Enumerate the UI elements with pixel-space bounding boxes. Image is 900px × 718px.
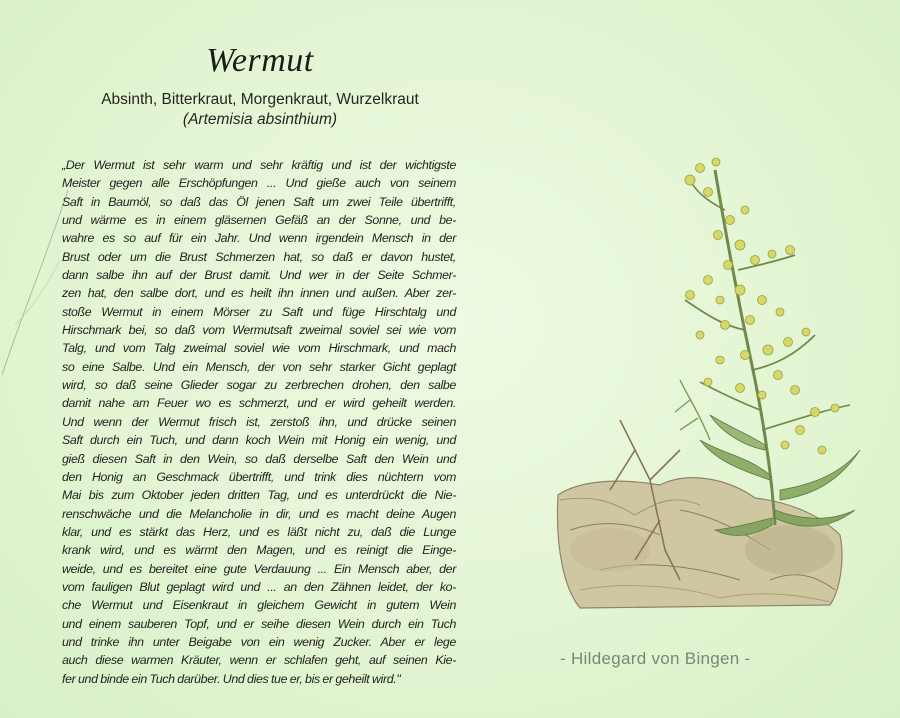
quote-line: Talg, und vom Talg zweimal soviel wie vom Hirschmark, und mach	[62, 341, 456, 356]
quote-line: und trinke ihn unter Beigabe von ein wenig Zucker. Aber er lege	[62, 634, 456, 649]
page-title: Wermut	[206, 42, 314, 79]
quote-line: Mai bis zum Oktober jeden dritten Tag, und es unterdrückt die Nie-	[62, 488, 456, 503]
quote-line: „Der Wermut ist sehr warm und sehr kräftig und ist der wichtigste	[62, 158, 456, 172]
quote-line: wird, so daß seine Glieder sogar zu zerbrechen drohen, den salbe	[62, 378, 456, 393]
quote-line: auch diese warmen Kräuter, wenn er schlafen geht, auf seinen Kie-	[62, 653, 456, 668]
quote-line: vom fauligen Blut geplagt wird und ... an den Zähnen leidet, der ko-	[62, 579, 456, 594]
quote-line: und wärme es in einem gläsernen Gefäß an der Sonne, und be-	[62, 213, 456, 228]
quote-line: renschwäche und die Melancholie in dir, und es macht deine Augen	[62, 506, 456, 521]
quote-author: - Hildegard von Bingen -	[560, 649, 751, 668]
quote-line: Hirschmark bei, so daß vom Wermutsaft zweimal soviel sei wie vom	[62, 323, 456, 338]
quote-line: klar, und es stärkt das Herz, und es läßt nicht zu, daß die Lunge	[62, 524, 456, 539]
quote-line: den Honig an Geschmack übertrifft, und trink dies nüchtern vom	[62, 469, 456, 484]
quote-line: dann salbe ihn auf der Brust damit. Und wer in der Seite Schmer-	[62, 268, 456, 283]
quote-line: Meister gegen alle Erschöpfungen ... Und gieße auch von seinem	[62, 176, 456, 191]
common-names: Absinth, Bitterkraut, Morgenkraut, Wurzelkraut	[101, 91, 419, 108]
quote-line: Brust oder um die Brust Schmerzen hat, so daß er davon hustet,	[62, 249, 456, 264]
quote-line: damit nahe am Feuer wo es schmerzt, und er wird geheilt werden.	[62, 396, 456, 411]
quote-line: weide, und es bereitet eine gute Verdauung ... Ein Mensch aber, der	[62, 561, 456, 576]
quote-line: Saft durch ein Tuch, und dann koch Wein mit Honig ein wenig, und	[62, 433, 456, 448]
quote-line: Saft in Baumöl, so daß das Öl jenen Saft um zwei Teile übertrifft,	[62, 194, 456, 209]
quote-line: gieß diesen Saft in den Wein, so daß derselbe Saft den Wein und	[62, 451, 456, 466]
quote-line: krank wird, und es wärmt den Magen, und es reinigt die Einge-	[62, 543, 456, 558]
quote-line: stoße Wermut in einem Mörser zu Saft und füge Hirschtalg und	[62, 304, 456, 319]
quote-line: so eine Salbe. Und ein Mensch, der von sehr starker Gicht geplagt	[62, 359, 456, 374]
quote-line: fer und binde ein Tuch darüber. Und dies tue er, bis er geheilt wird."	[62, 671, 401, 686]
quote-line: wahre es so auf für ein Jahr. Und wenn irgendein Mensch in der	[62, 231, 456, 246]
wormwood-plant-illustration	[540, 150, 900, 620]
quote-line: zen hat, den salbe dort, und es heilt ihn innen und außen. Aber zer-	[62, 286, 456, 301]
latin-name: (Artemisia absinthium)	[182, 111, 338, 128]
quote-line: Und wenn der Wermut frisch ist, zerstoß ihn, und drücke seinen	[62, 414, 456, 429]
quote-line: che Wermut und Eisenkraut in gleichem Gewicht in gutem Wein	[62, 598, 456, 613]
hildegard-quote	[62, 156, 456, 688]
decorative-stroke	[0, 150, 70, 390]
quote-line: und einem sauberen Topf, und er seihe diesen Wein durch ein Tuch	[62, 616, 456, 631]
